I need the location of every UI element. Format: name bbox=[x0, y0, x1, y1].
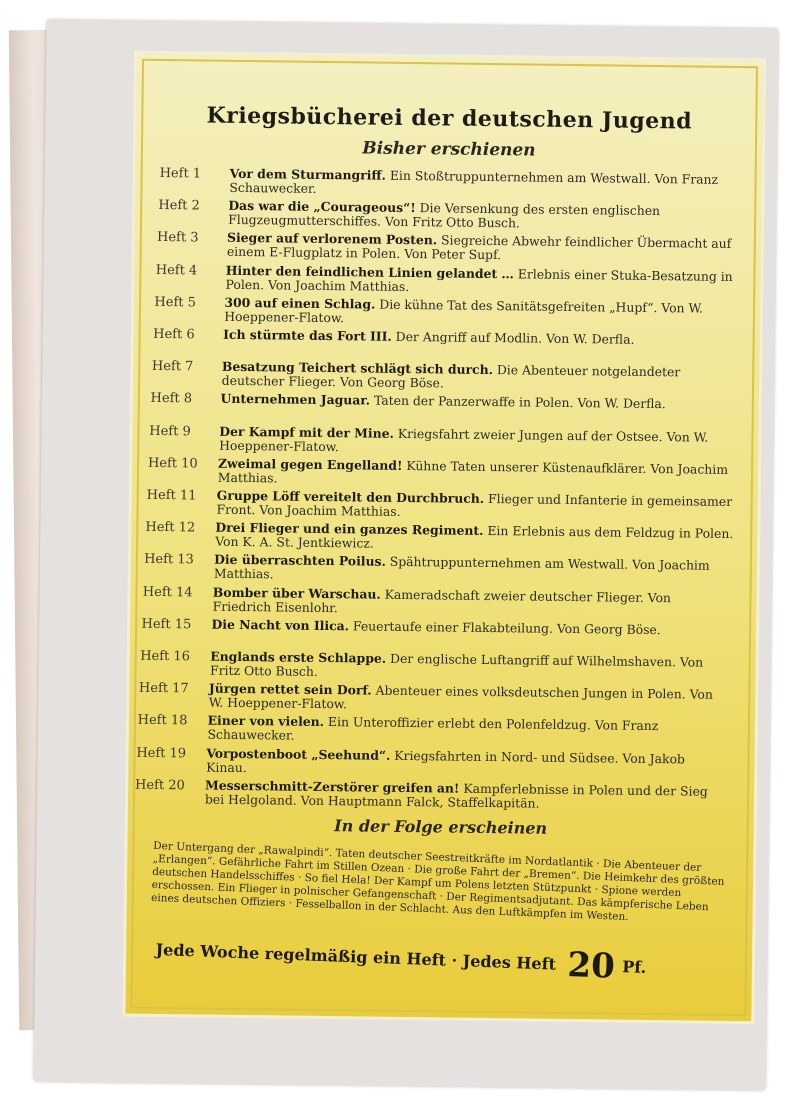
issue-description: Die Abenteuer notgelandeter deutscher Flieger. Von Georg Böse. bbox=[221, 362, 681, 391]
issue-entry bbox=[216, 489, 736, 523]
issue-title: Unternehmen Jaguar. bbox=[220, 391, 371, 408]
forthcoming-text: Der Untergang der „Rawalpindi“. Taten deutscher Seestreitkräfte im Nordatlantik · Die Abenteuer der „Erlangen“. Gefährliche Fahrt im Stillen Ozean · Die große Fahrt der „Bremen“. Die Heimkehr des größten deutschen Handelsschiffes · So fiel Hela! Der Kampf um Polens letzten Stützpunkt · Spione werden erschossen. Ein Flieger in polnischer Gefangenschaft · Der Regimentsadjutant. Das kämpferische Leben eines deutschen Offiziers · Fesselballon in der Schlacht. Aus den Luftkämpfen im Westen. bbox=[150, 839, 725, 924]
issue-number: Heft 13 bbox=[144, 552, 194, 568]
issue-description: Ein Stoßtruppunternehmen am Westwall. Von Franz Schauwecker. bbox=[229, 167, 719, 196]
issue-title: Bomber über Warschau. bbox=[212, 584, 381, 602]
published-heading: Bisher erschienen bbox=[362, 138, 536, 161]
issue-number: Heft 9 bbox=[149, 423, 191, 439]
issue-number: Heft 15 bbox=[141, 616, 192, 633]
issue-title: Besatzung Teichert schlägt sich durch. bbox=[221, 358, 494, 378]
issue-entry bbox=[229, 167, 749, 201]
issue-entry bbox=[221, 392, 741, 412]
price-line bbox=[155, 930, 736, 991]
issue-description: Ein Unteroffizier erlebt den Polenfeldzug. Von Franz Schauwecker. bbox=[207, 714, 659, 744]
issue-entry bbox=[224, 296, 744, 330]
issue-number: Heft 4 bbox=[155, 262, 198, 279]
issue-description: Kriegsfahrt zweier Jungen auf der Ostsee. Von W. Hoeppener-Flatow. bbox=[219, 425, 709, 454]
issue-number: Heft 18 bbox=[137, 713, 188, 729]
issue-entry bbox=[218, 456, 738, 490]
issue-entry bbox=[213, 585, 733, 619]
issue-number: Heft 11 bbox=[146, 487, 197, 504]
issue-number: Heft 19 bbox=[136, 745, 187, 761]
issue-description: Siegreiche Abwehr feindlicher Übermacht auf einem E-Flugplatz in Polen. Von Peter Supf. bbox=[226, 232, 732, 263]
issue-title: Einer von vielen. bbox=[207, 712, 325, 730]
issue-number: Heft 17 bbox=[138, 680, 189, 697]
issue-title: Sieger auf verlorenem Posten. bbox=[226, 230, 438, 248]
issue-description: Feuertaufe einer Flakabteilung. Von Georg Böse. bbox=[352, 618, 661, 637]
issue-description: Erlebnis einer Stuka-Besatzung in Polen. Von Joachim Matthias. bbox=[225, 265, 733, 294]
issue-number: Heft 5 bbox=[154, 294, 197, 311]
issue-number: Heft 1 bbox=[159, 165, 202, 182]
booklet-back-cover bbox=[34, 20, 779, 1091]
price-unit: Pf. bbox=[622, 957, 647, 977]
issue-entry bbox=[205, 778, 725, 812]
issue-item bbox=[136, 165, 762, 196]
issue-entry bbox=[219, 424, 739, 458]
issue-description: Kameradschaft zweier deutscher Flieger. Von Friedrich Eisenlohr. bbox=[212, 586, 672, 615]
issue-title: Der Kampf mit der Mine. bbox=[219, 423, 394, 441]
issue-description: Spähtruppunternehmen am Westwall. Von Joachim Matthias. bbox=[213, 554, 710, 582]
issue-number: Heft 6 bbox=[153, 326, 195, 343]
issue-item bbox=[128, 358, 754, 391]
issue-title: Gruppe Löff vereitelt den Durchbruch. bbox=[216, 487, 485, 506]
issue-entry bbox=[227, 231, 747, 265]
series-title: Kriegsbücherei der deutschen Jugend bbox=[206, 102, 693, 135]
issue-number: Heft 10 bbox=[147, 455, 198, 472]
issue-entry bbox=[210, 650, 730, 684]
issue-number: Heft 14 bbox=[142, 584, 193, 600]
issue-entry bbox=[206, 746, 726, 780]
issue-title: Jürgen rettet sein Dorf. bbox=[208, 680, 372, 698]
issue-entry bbox=[209, 682, 729, 716]
issue-title: Die überraschten Poilus. bbox=[214, 552, 386, 570]
issue-number: Heft 3 bbox=[156, 230, 199, 246]
issue-description: Kriegsfahrten in Nord- und Südsee. Von Jakob Kinau. bbox=[206, 747, 686, 775]
issue-title: Messerschmitt-Zerstörer greifen an! bbox=[204, 777, 460, 796]
yellow-panel bbox=[122, 51, 766, 1025]
price-text: Jede Woche regelmäßig ein Heft · Jedes Heft bbox=[155, 939, 557, 974]
issue-title: Zweimal gegen Engelland! bbox=[217, 455, 403, 473]
issue-title: Ich stürmte das Fort III. bbox=[223, 326, 392, 344]
price-value: 20 bbox=[566, 945, 616, 987]
issue-item bbox=[125, 423, 751, 454]
issue-description: Ein Erlebnis aus dem Feldzug in Polen. Von K. A. St. Jentkiewicz. bbox=[215, 523, 734, 551]
issue-title: Drei Flieger und ein ganzes Regiment. bbox=[215, 519, 484, 539]
issue-entry bbox=[214, 553, 734, 587]
issue-entry bbox=[215, 521, 735, 555]
issue-number: Heft 16 bbox=[140, 648, 191, 665]
issue-entry bbox=[207, 714, 727, 748]
issue-description: Abenteuer eines volksdeutschen Jungen in Polen. Von W. Hoeppener-Flatow. bbox=[208, 682, 713, 712]
issue-entry bbox=[223, 328, 743, 348]
issue-description: Flieger und Infanterie in gemeinsamer Front. Von Joachim Matthias. bbox=[216, 490, 733, 519]
issue-number: Heft 8 bbox=[150, 391, 193, 407]
issue-entry bbox=[211, 617, 731, 637]
issue-entry bbox=[228, 199, 748, 233]
issue-title: Hinter den feindlichen Linien gelandet … bbox=[225, 262, 514, 281]
issue-title: Vorpostenboot „Seehund“. bbox=[206, 745, 391, 763]
issue-title: Vor dem Sturmangriff. bbox=[229, 165, 387, 183]
issue-description: Die kühne Tat des Sanitätsgefreiten „Hupf“. Von W. Hoeppener-Flatow. bbox=[224, 296, 704, 326]
issue-number: Heft 20 bbox=[134, 777, 185, 794]
forthcoming-heading: In der Folge erscheinen bbox=[334, 816, 548, 838]
issue-entry bbox=[222, 360, 742, 394]
issue-description: Die Versenkung des ersten englischen Flugzeugmutterschiffes. Von Fritz Otto Busch. bbox=[228, 200, 661, 231]
issue-description: Kühne Taten unserer Küstenaufklärer. Von Joachim Matthias. bbox=[217, 457, 729, 486]
issue-entry bbox=[226, 263, 746, 297]
issue-description: Taten der Panzerwaffe in Polen. Von W. Derfla. bbox=[373, 392, 666, 412]
issue-description: Kampferlebnisse in Polen und der Sieg bei Helgoland. Von Hauptmann Falck, Staffelkapitän. bbox=[204, 780, 708, 811]
issue-item bbox=[116, 648, 742, 679]
issue-description: Der Angriff auf Modlin. Von W. Derfla. bbox=[395, 328, 635, 347]
issue-description: Der englische Luftangriff auf Wilhelmshaven. Von Fritz Otto Busch. bbox=[209, 650, 704, 679]
issue-list bbox=[134, 165, 762, 811]
issue-number: Heft 2 bbox=[158, 198, 200, 214]
issue-number: Heft 12 bbox=[145, 520, 196, 536]
issue-title: 300 auf einen Schlag. bbox=[224, 294, 376, 312]
issue-title: Das war die „Courageous“! bbox=[228, 197, 416, 216]
issue-title: Englands erste Schlappe. bbox=[210, 648, 387, 666]
issue-title: Die Nacht von Ilica. bbox=[211, 616, 350, 634]
issue-number: Heft 7 bbox=[151, 359, 194, 375]
